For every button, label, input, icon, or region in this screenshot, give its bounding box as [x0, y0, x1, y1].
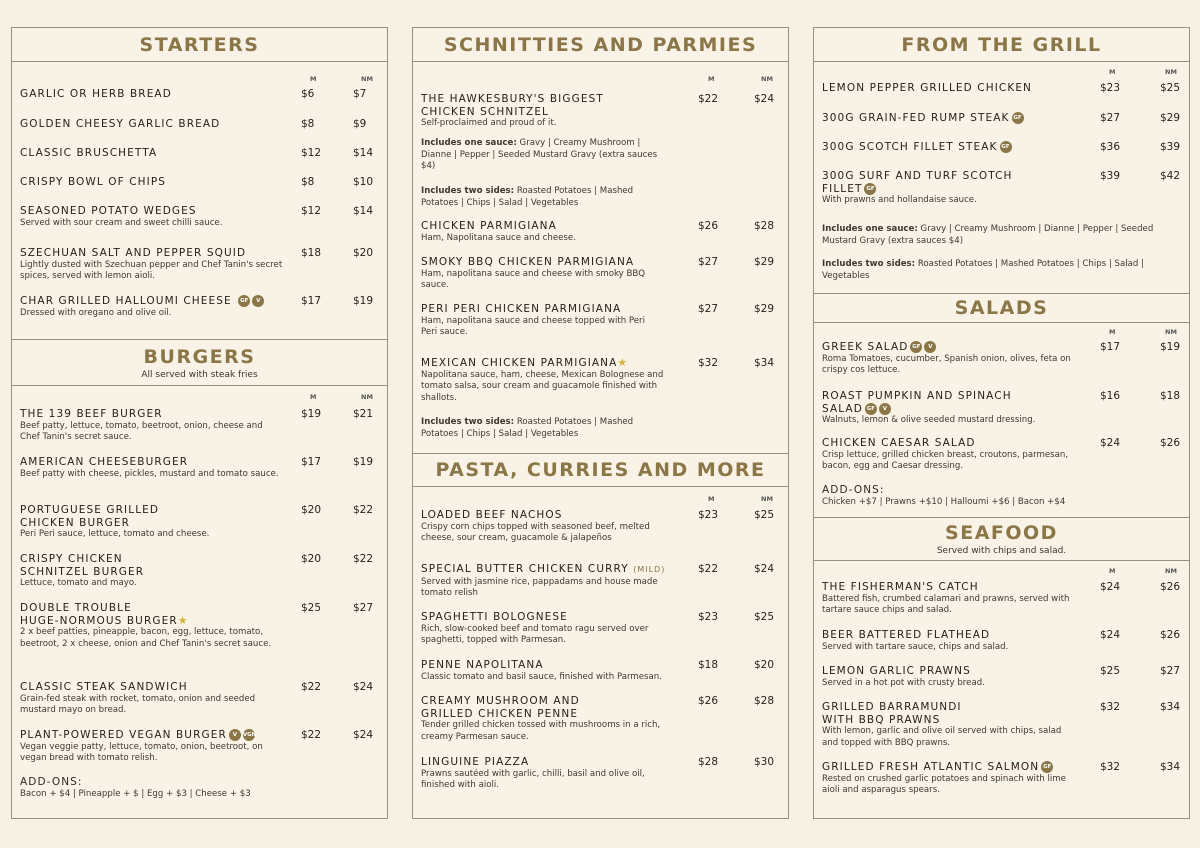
seafood-header — [814, 517, 1189, 561]
gf-badge-icon: GF — [1041, 761, 1053, 773]
pasta-header — [413, 453, 788, 487]
menu-item: 300G GRAIN-FED RUMP STEAK GF $27 $29 — [822, 112, 1181, 124]
vegetarian-badge-icon: V — [252, 295, 264, 307]
price-columns-header: M NM — [1109, 68, 1177, 76]
sides-note: Includes two sides: Roasted Potatoes | Mashed Potatoes | Chips | Salad | Vegetables — [822, 259, 1144, 281]
addons-list: Chicken +$7 | Prawns +$10 | Halloumi +$6 | Bacon +$4 — [822, 497, 1066, 507]
star-icon: ★ — [617, 356, 628, 369]
gf-badge-icon: GF — [864, 183, 876, 195]
menu-item: LEMON GARLIC PRAWNS Served in a hot pot with crusty bread. $25 $27 — [822, 665, 1181, 688]
schnitties-title: SCHNITTIES AND PARMIES — [443, 33, 758, 56]
addons-title: ADD-ONS: — [20, 776, 83, 788]
price-columns-header: M NM — [1109, 328, 1177, 336]
menu-item: SEASONED POTATO WEDGES Served with sour cream and sweet chilli sauce. $12 $14 — [20, 205, 374, 228]
starters-header — [12, 28, 387, 62]
menu-item: PERI PERI CHICKEN PARMIGIANA Ham, napolitana sauce and cheese topped with Peri Peri sauce. $27 $29 — [421, 303, 775, 337]
menu-item: PENNE NAPOLITANA Classic tomato and basil sauce, finished with Parmesan. $18 $20 — [421, 659, 775, 682]
price-columns-header: M NM — [1109, 567, 1177, 575]
seafood-section — [814, 561, 1189, 801]
burgers-subtitle: All served with steak fries — [141, 369, 258, 380]
menu-item: GRILLED BARRAMUNDI WITH BBQ PRAWNS With lemon, garlic and olive oil served with chips, salad and topped with BBQ prawns. $32 $34 — [822, 701, 1181, 748]
vegetarian-badge-icon: V — [924, 341, 936, 353]
menu-item: THE HAWKESBURY'S BIGGEST CHICKEN SCHNITZEL Self-proclaimed and proud of it. $22 $24 — [421, 93, 775, 128]
pasta-title: PASTA, CURRIES AND MORE — [435, 459, 766, 481]
menu-column-2 — [412, 27, 789, 819]
grill-section — [814, 62, 1189, 293]
burgers-section — [12, 386, 387, 801]
price-columns-header: M NM — [708, 495, 773, 503]
seafood-subtitle: Served with chips and salad. — [936, 546, 1067, 556]
menu-item: GRILLED FRESH ATLANTIC SALMON GF Rested on crushed garlic potatoes and spinach with lime aioli and asparagus spears. $32 $34 — [822, 761, 1181, 795]
burgers-header — [12, 339, 387, 386]
menu-column-1 — [11, 27, 388, 819]
menu-item: CHAR GRILLED HALLOUMI CHEESE GF V Dressed with oregano and olive oil. $17 $19 — [20, 295, 374, 318]
menu-item: BEER BATTERED FLATHEAD Served with tartare sauce, chips and salad. $24 $26 — [822, 629, 1181, 652]
menu-item: CRISPY CHICKEN SCHNITZEL BURGER Lettuce, tomato and mayo. $20 $22 — [20, 553, 374, 588]
menu-item: DOUBLE TROUBLE HUGE-NORMOUS BURGER★ 2 x beef patties, pineapple, bacon, egg, lettuce, tomato, beetroot, 2 x cheese, onion and Chef Tanin's secret sauce. $25 $27 — [20, 602, 374, 649]
menu-item: 300G SURF AND TURF SCOTCH FILLET GF With prawns and hollandaise sauce. $39 $42 — [822, 170, 1181, 205]
grill-title: FROM THE GRILL — [901, 33, 1102, 56]
menu-item: CHICKEN PARMIGIANA Ham, Napolitana sauce and cheese. $26 $28 — [421, 220, 775, 243]
menu-item: CRISPY BOWL OF CHIPS $8 $10 — [20, 176, 374, 188]
star-icon: ★ — [177, 613, 188, 627]
menu-item: AMERICAN CHEESEBURGER Beef patty with cheese, pickles, mustard and tomato sauce. $17 $19 — [20, 456, 374, 479]
menu-item: PLANT-POWERED VEGAN BURGER V VGN Vegan veggie patty, lettuce, tomato, onion, beetroot, on vegan bread with tomato relish. $22 $24 — [20, 729, 374, 763]
menu-item: THE FISHERMAN'S CATCH Battered fish, crumbed calamari and prawns, served with tartare sauce chips and salad. $24 $26 — [822, 581, 1181, 615]
starters-title: STARTERS — [139, 33, 260, 56]
menu-item: SZECHUAN SALT AND PEPPER SQUID Lightly dusted with Szechuan pepper and Chef Tanin's secret spices, served with lemon aioli. $18 $20 — [20, 247, 374, 281]
menu-column-3 — [813, 27, 1190, 819]
menu-item: GREEK SALAD GF V Roma Tomatoes, cucumber, Spanish onion, olives, feta on crispy cos lettuce. $17 $19 — [822, 341, 1181, 375]
burgers-title: BURGERS — [143, 345, 256, 368]
menu-item: MEXICAN CHICKEN PARMIGIANA★ Napolitana sauce, ham, cheese, Mexican Bolognese and tomato salsa, sour cream and guacamole finished with shallots. $32 $34 — [421, 356, 775, 403]
sides-note: Includes two sides: Roasted Potatoes | Mashed Potatoes | Chips | Salad | Vegetables — [421, 417, 634, 439]
gf-badge-icon: GF — [865, 403, 877, 415]
menu-item: LEMON PEPPER GRILLED CHICKEN $23 $25 — [822, 82, 1181, 94]
schnitties-section — [413, 62, 788, 453]
pasta-section — [413, 487, 788, 796]
starters-section — [12, 62, 387, 339]
sauce-note: Includes one sauce: Gravy | Creamy Mushroom | Dianne | Pepper | Seeded Mustard Gravy (extra sauces $4) — [421, 138, 658, 171]
menu-item: GARLIC OR HERB BREAD $6 $7 — [20, 88, 367, 100]
salads-section — [814, 323, 1189, 517]
sauce-note: Includes one sauce: Gravy | Creamy Mushroom | Dianne | Pepper | Seeded Mustard Gravy (extra sauces $4) — [822, 224, 1154, 246]
menu-item: CLASSIC STEAK SANDWICH Grain-fed steak with rocket, tomato, onion and seeded mustard mayo on bread. $22 $24 — [20, 681, 374, 715]
price-columns-header: M NM — [310, 75, 373, 83]
salads-header — [814, 293, 1189, 323]
menu-item: CLASSIC BRUSCHETTA $12 $14 — [20, 147, 374, 159]
menu-item: GOLDEN CHEESY GARLIC BREAD $8 $9 — [20, 118, 367, 130]
gf-badge-icon: GF — [910, 341, 922, 353]
menu-item: CREAMY MUSHROOM AND GRILLED CHICKEN PENNE Tender grilled chicken tossed with mushrooms in a rich, creamy Parmesan sauce. $26 $28 — [421, 695, 775, 742]
seafood-title: SEAFOOD — [945, 522, 1058, 544]
menu-item: 300G SCOTCH FILLET STEAK GF $36 $39 — [822, 141, 1181, 153]
menu-item: THE 139 BEEF BURGER Beef patty, lettuce, tomato, beetroot, onion, cheese and Chef Tanin's secret sauce. $19 $21 — [20, 408, 374, 442]
grill-header — [814, 28, 1189, 62]
schnitties-header — [413, 28, 788, 62]
addons-title: ADD-ONS: — [822, 484, 885, 496]
sides-note: Includes two sides: Roasted Potatoes | Mashed Potatoes | Chips | Salad | Vegetables — [421, 186, 634, 208]
gf-badge-icon: GF — [238, 295, 250, 307]
menu-item: SPECIAL BUTTER CHICKEN CURRY (MILD) Served with jasmine rice, pappadams and house made tomato relish $22 $24 — [421, 563, 775, 598]
price-columns-header: M NM — [708, 75, 773, 83]
menu-item: LOADED BEEF NACHOS Crispy corn chips topped with seasoned beef, melted cheese, sour cream, guacamole & jalapeños $23 $25 — [421, 509, 775, 543]
menu-item: CHICKEN CAESAR SALAD Crisp lettuce, grilled chicken breast, croutons, parmesan, bacon, egg and Caesar dressing. $24 $26 — [822, 437, 1181, 471]
menu-item: ROAST PUMPKIN AND SPINACH SALAD GF V Walnuts, lemon & olive seeded mustard dressing. $16 $18 — [822, 390, 1181, 425]
vegetarian-badge-icon: V — [229, 729, 241, 741]
menu-item: LINGUINE PIAZZA Prawns sautéed with garlic, chilli, basil and olive oil, finished with aioli. $28 $30 — [421, 756, 775, 790]
vegetarian-badge-icon: V — [879, 403, 891, 415]
salads-title: SALADS — [954, 297, 1049, 319]
addons-list: Bacon + $4 | Pineapple + $ | Egg + $3 | Cheese + $3 — [20, 789, 251, 799]
menu-item: PORTUGUESE GRILLED CHICKEN BURGER Peri Peri sauce, lettuce, tomato and cheese. $20 $22 — [20, 504, 374, 539]
gf-badge-icon: GF — [1012, 112, 1024, 124]
price-columns-header: M NM — [310, 393, 373, 401]
menu-item: SMOKY BBQ CHICKEN PARMIGIANA Ham, napolitana sauce and cheese with smoky BBQ sauce. $27 $29 — [421, 256, 775, 290]
vegan-badge-icon: VGN — [243, 729, 255, 741]
menu-item: SPAGHETTI BOLOGNESE Rich, slow-cooked beef and tomato ragu served over spaghetti, topped with Parmesan. $23 $25 — [421, 611, 775, 645]
gf-badge-icon: GF — [1000, 141, 1012, 153]
